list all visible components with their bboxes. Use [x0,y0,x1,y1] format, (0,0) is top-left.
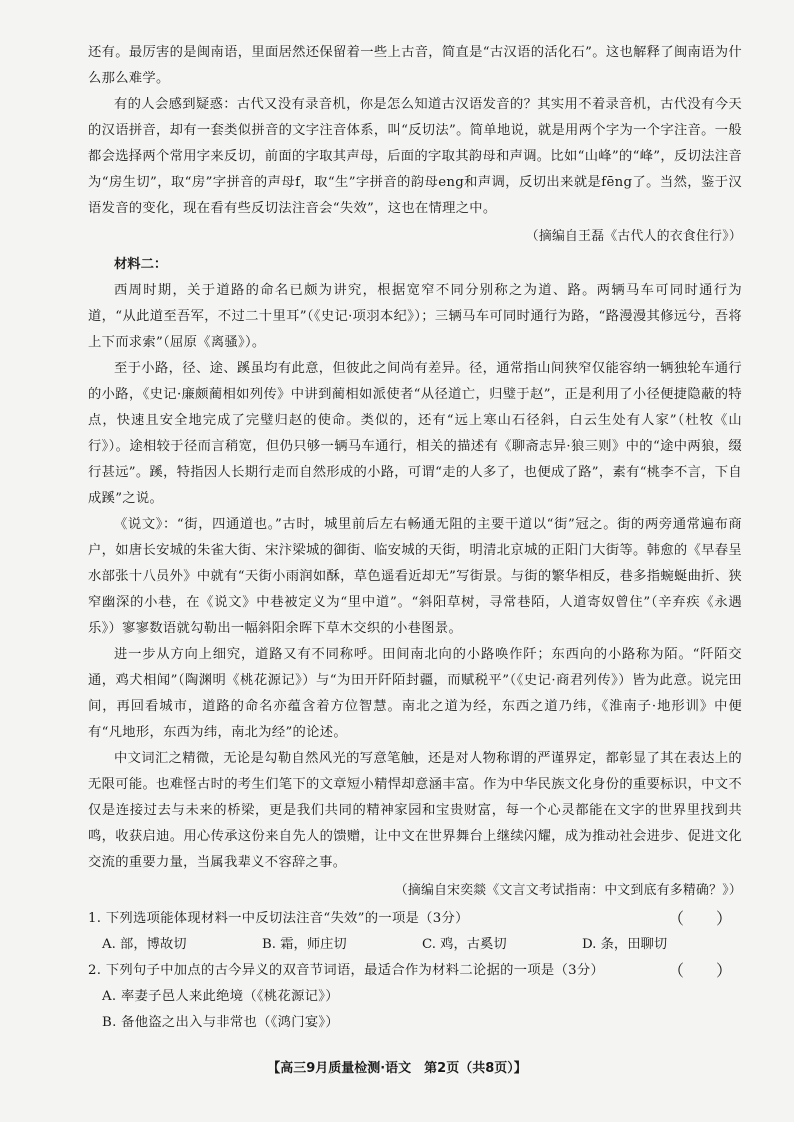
question-1-options [88,932,742,958]
question-2-stem: 2. 下列句子中加点的古今异义的双音节词语，最适合作为材料二论据的一项是（3分） [88,963,605,978]
q2-option-a: A. 率妻子邑人来此绝境（《桃花源记》） [102,989,339,1004]
question-1-stem: 1. 下列选项能体现材料一中反切法注音“失效”的一项是（3分） [88,911,469,926]
option-b: B. 霜，师庄切 [262,937,347,952]
q2-option-b: B. 备他盗之出入与非常也（《鸿门宴》） [102,1015,339,1030]
question-1 [88,906,742,932]
paragraph-top: 还有。最厉害的是闽南语，里面居然还保留着一些上古音，简直是“古汉语的活化石”。这也解释了闽南语为什么那么难学。 [88,45,742,86]
question-2 [88,958,742,984]
option-d: D. 条，田聊切 [582,937,668,952]
answer-bracket-2: （ ） [667,961,732,980]
paragraph-m2-3: 《说文》：“街，四通道也。”古时，城里前后左右畅通无阻的主要干道以“街”冠之。街的两旁通常遍布商户，如唐长安城的朱雀大街、宋汴梁城的御街、临安城的天街，明清北京城的正阳门大街等。韩愈的《早春呈水部张十八员外》中就有“天街小雨润如酥，草色遥看近却无”写街景。与街的繁华相反，巷多指蜿蜒曲折、狭窄幽深的小巷，在《说文》中巷被定义为“里中道”。“斜阳草树，寻常巷陌，人道寄奴曾住”（辛弃疾《永遇乐》）寥寥数语就勾勒出一幅斜阳余晖下草木交织的小巷图景。 [88,517,742,636]
source-citation-2: （摘编自宋奕燚《文言文考试指南：中文到底有多精确？》） [394,883,742,898]
option-a: A. 部，博故切 [102,937,187,952]
answer-bracket-1: （ ） [667,909,732,928]
paragraph-m2-2: 至于小路，径、途、蹊虽均有此意，但彼此之间尚有差异。径，通常指山间狭窄仅能容纳一辆独轮车通行的小路，《史记·廉颇蔺相如列传》中讲到蔺相如派使者“从径道亡，归璧于赵”，正是利用了小径便捷隐蔽的特点，快速且安全地完成了完璧归赵的使命。类似的，还有“远上寒山石径斜，白云生处有人家”（杜牧《山行》）。途相较于径而言稍宽，但仍只够一辆马车通行，相关的描述有《聊斋志异·狼三则》中的“途中两狼，缀行甚远”。蹊，特指因人长期行走而自然形成的小路，可谓“走的人多了，也便成了路”，素有“桃李不言，下自成蹊”之说。 [88,361,742,506]
paragraph-m2-5: 中文词汇之精微，无论是勾勒自然风光的写意笔触，还是对人物称谓的严谨界定，都彰显了其在表达上的无限可能。也难怪古时的考生们笔下的文章短小精悍却意涵丰富。作为中华民族文化身份的重要标识，中文不仅是连接过去与未来的桥梁，更是我们共同的精神家园和宝贵财富，每一个心灵都能在文字的世界里找到共鸣，收获启迪。用心传承这份来自先人的馈赠，让中文在世界舞台上继续闪耀，成为推动社会进步、促进文化交流的重要力量，当属我辈义不容辞之事。 [88,751,742,870]
material-2-heading: 材料二： [114,257,168,272]
page-footer: 【高三9月质量检测·语文 第2页（共8页）】 [267,1061,527,1076]
option-c: C. 鸡，古奚切 [422,937,507,952]
paragraph-m2-4: 进一步从方向上细究，道路又有不同称呼。田间南北向的小路唤作阡；东西向的小路称为陌。“阡陌交通，鸡犬相闻”（陶渊明《桃花源记》）与“为田开阡陌封疆，而赋税平”（《史记·商君列传》）皆为此意。说完田间，再回看城市，道路的命名亦蕴含着方位智慧。南北之道为经，东西之道乃纬，《淮南子·地形训》中便有“凡地形，东西为纬，南北为经”的论述。 [88,647,742,740]
source-citation-1: （摘编自王磊《古代人的衣食住行》） [525,229,742,244]
paragraph-fanqie: 有的人会感到疑惑：古代又没有录音机，你是怎么知道古汉语发音的？其实用不着录音机，古代没有今天的汉语拼音，却有一套类似拼音的文字注音体系，叫“反切法”。简单地说，就是用两个字为一个字注音。一般都会选择两个常用字来反切，前面的字取其声母，后面的字取其韵母和声调。比如“山峰”的“峰”，反切法注音为“房生切”，取“房”字拼音的声母f，取“生”字拼音的韵母eng和声调，反切出来就是fēng了。当然，鉴于汉语发音的变化，现在看有些反切法注音会“失效”，这也在情理之中。 [88,97,742,216]
paragraph-m2-1: 西周时期，关于道路的命名已颇为讲究，根据宽窄不同分别称之为道、路。两辆马车可同时通行为道，“从此道至吾军，不过二十里耳”（《史记·项羽本纪》）；三辆马车可同时通行为路，“路漫漫其修远兮，吾将上下而求索”（屈原《离骚》）。 [88,283,742,350]
page-content [88,40,742,1036]
